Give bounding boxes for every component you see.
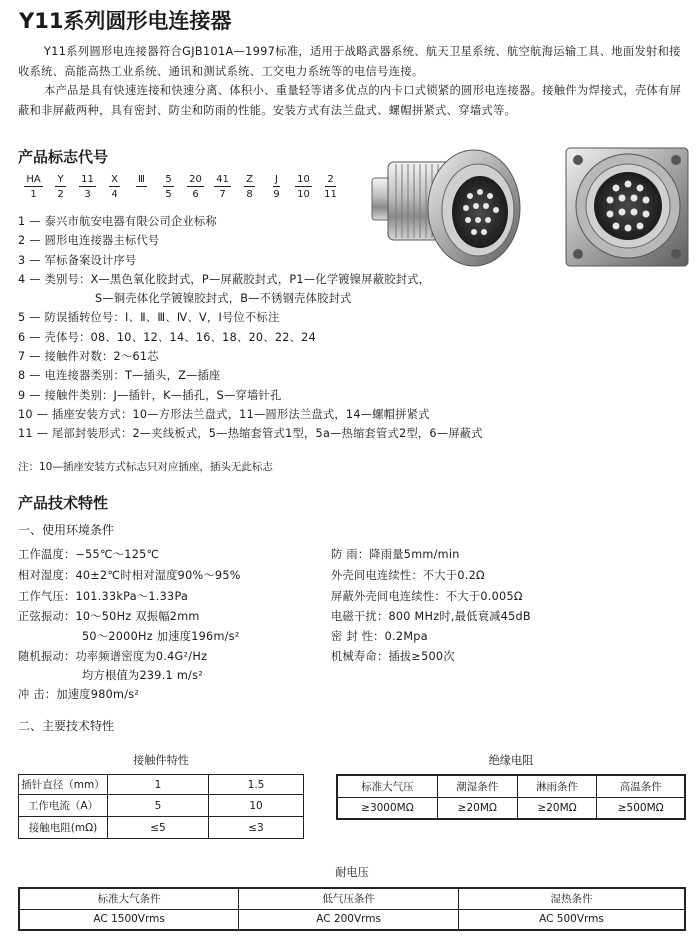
- table-header-cell: 湿热条件: [459, 888, 685, 909]
- contact-table: [18, 774, 304, 839]
- env-left-8: 冲 击：加速度980m/s²: [18, 688, 140, 701]
- withstand-table-caption: 耐电压: [335, 866, 369, 879]
- section-heading-tech-specs: 产品技术特性: [18, 494, 109, 512]
- env-left-1: 工作温度：−55℃～125℃: [18, 548, 160, 561]
- env-left-4: 正弦振动：10～50Hz 双振幅2mm: [18, 610, 200, 623]
- env-right-1: 防 雨：降雨量5mm/min: [331, 548, 460, 561]
- table-cell: 插针直径（mm）: [19, 775, 108, 795]
- table-cell: 10: [209, 795, 304, 817]
- legend-item: 10 — 插座安装方式：10—方形法兰盘式，11—圆形法兰盘式，14—螺帽拼紧式: [18, 407, 430, 421]
- legend-item: 7 — 接触件对数：2～61芯: [18, 350, 159, 364]
- code-part: Z: [246, 174, 253, 185]
- table-header-cell: 标准大气压: [337, 775, 437, 797]
- code-part: 2: [327, 174, 334, 185]
- env-right-4: 电磁干扰：800 MHz时,最低衰减45dB: [331, 610, 531, 623]
- table-cell: ≥3000MΩ: [337, 797, 437, 819]
- env-right-5: 密 封 性：0.2Mpa: [331, 630, 428, 643]
- table-cell: AC 200Vrms: [239, 909, 459, 930]
- code-part: 11: [81, 174, 94, 185]
- env-left-6: 随机振动：功率频谱密度为0.4G²/Hz: [18, 650, 208, 663]
- code-position: 7: [219, 188, 226, 200]
- contact-table-caption: 接触件特性: [133, 754, 189, 767]
- table-row: [19, 817, 304, 839]
- table-header-cell: 标准大气条件: [19, 888, 239, 909]
- env-right-2: 外壳间电连续性：不大于0.2Ω: [331, 569, 485, 582]
- table-cell: ≤5: [108, 817, 209, 839]
- legend-item: 3 — 军标备案设计序号: [18, 253, 137, 267]
- code-part: 41: [216, 174, 229, 185]
- table-row: [19, 909, 685, 930]
- legend-item: 4 — 类别号：X—黑色氧化胶封式，P—屏蔽胶封式，P1—化学镀镍屏蔽胶封式，: [18, 272, 431, 286]
- withstand-table: [18, 887, 686, 931]
- insulation-table-caption: 绝缘电阻: [488, 754, 534, 767]
- env-left-7: 均方根值为239.1 m/s²: [82, 669, 204, 682]
- page-title: Y11系列圆形电连接器: [19, 9, 232, 33]
- code-note: 注：10—插座安装方式标志只对应插座，插头无此标志: [18, 461, 273, 473]
- table-header-cell: 高温条件: [597, 775, 685, 797]
- code-position: 11: [324, 188, 337, 200]
- legend-item: 6 — 壳体号：08、10、12、14、16、18、20、22、24: [18, 330, 316, 344]
- code-position: 10: [297, 188, 310, 200]
- code-part: Ⅲ: [138, 174, 145, 185]
- receptacle-connector: [566, 148, 688, 266]
- env-left-5: 50～2000Hz 加速度196m/s²: [82, 630, 240, 643]
- code-part: HA: [26, 174, 41, 185]
- table-header-cell: 潮湿条件: [437, 775, 517, 797]
- code-position: 1: [30, 188, 37, 200]
- table-cell: 5: [108, 795, 209, 817]
- code-part: X: [111, 174, 118, 185]
- code-position: 2: [57, 188, 64, 200]
- code-position: [128, 187, 155, 201]
- code-position: 4: [111, 188, 118, 200]
- table-row: [337, 797, 685, 819]
- env-right-6: 机械寿命：插拔≥500次: [331, 650, 455, 663]
- table-cell: 1: [108, 775, 209, 795]
- code-part: 5: [165, 174, 172, 185]
- insulation-table: [336, 774, 686, 820]
- intro-text: [18, 42, 686, 120]
- table-cell: 工作电流（A）: [19, 795, 108, 817]
- legend-item-continued: S—铜壳体化学镀镍胶封式，B—不锈钢壳体胶封式: [95, 292, 352, 306]
- legend-item: 1 — 泰兴市航安电器有限公司企业标称: [18, 215, 217, 228]
- code-position: 9: [273, 188, 280, 200]
- legend-item: 11 — 尾部封装形式：2—夹线板式，5—热缩套管式1型，5a—热缩套管式2型，6—屏蔽式: [18, 427, 483, 441]
- intro-paragraph-2: 本产品是具有快速连接和快速分离、体积小、重量轻等诸多优点的内卡口式锁紧的圆形电连接器。接触件为焊接式，壳体有屏蔽和非屏蔽两种，具有密封、防尘和防雨的性能。安装方式有法兰盘式、螺帽拼紧式、穿墙式等。: [18, 84, 682, 117]
- legend-item: 2 — 圆形电连接器主标代号: [18, 234, 160, 248]
- intro-paragraph-1: Y11系列圆形电连接器符合GJB101A—1997标准，适用于战略武器系统、航天卫星系统、航空航海运输工具、地面发射和接收系统、高能高热工业系统、通讯和测试系统、工交电力系统等的电信号连接。: [18, 45, 681, 78]
- code-part: 20: [189, 174, 202, 185]
- code-position: 8: [246, 188, 253, 200]
- section-heading-product-code: 产品标志代号: [18, 148, 109, 166]
- legend-item: 8 — 电连接器类别：T—插头，Z—插座: [18, 369, 221, 383]
- env-conditions-heading: 一、使用环境条件: [18, 523, 115, 537]
- code-part: 10: [297, 174, 310, 185]
- table-header-cell: 淋雨条件: [517, 775, 597, 797]
- legend-item: 5 — 防误插转位号：Ⅰ、Ⅱ、Ⅲ、Ⅳ、Ⅴ，Ⅰ号位不标注: [18, 311, 280, 325]
- table-cell: AC 1500Vrms: [19, 909, 239, 930]
- table-cell: ≥500MΩ: [597, 797, 685, 819]
- table-cell: ≥20MΩ: [437, 797, 517, 819]
- table-row: [19, 795, 304, 817]
- main-specs-heading: 二、主要技术特性: [18, 719, 115, 733]
- code-position: 6: [192, 188, 199, 200]
- code-position: 3: [84, 188, 91, 200]
- legend-item: 9 — 接触件类别：J—插针，K—插孔，S—穿墙针孔: [18, 388, 282, 402]
- table-cell: AC 500Vrms: [459, 909, 685, 930]
- code-position: 5: [165, 188, 172, 200]
- table-cell: 接触电阻(mΩ): [19, 817, 108, 839]
- table-header-row: [19, 888, 685, 909]
- table-header-row: [337, 775, 685, 797]
- code-part: Y: [57, 174, 64, 185]
- table-cell: ≤3: [209, 817, 304, 839]
- table-row: [19, 775, 304, 795]
- env-left-2: 相对湿度：40±2℃时相对湿度90%～95%: [18, 569, 241, 582]
- product-code-diagram: [20, 173, 344, 201]
- env-right-3: 屏蔽外壳间电连续性：不大于0.005Ω: [331, 590, 523, 603]
- table-cell: 1.5: [209, 775, 304, 795]
- code-part: J: [275, 174, 278, 185]
- code-legend-list: [18, 212, 483, 444]
- env-left-3: 工作气压：101.33kPa～1.33Pa: [18, 590, 189, 603]
- table-header-cell: 低气压条件: [239, 888, 459, 909]
- table-cell: ≥20MΩ: [517, 797, 597, 819]
